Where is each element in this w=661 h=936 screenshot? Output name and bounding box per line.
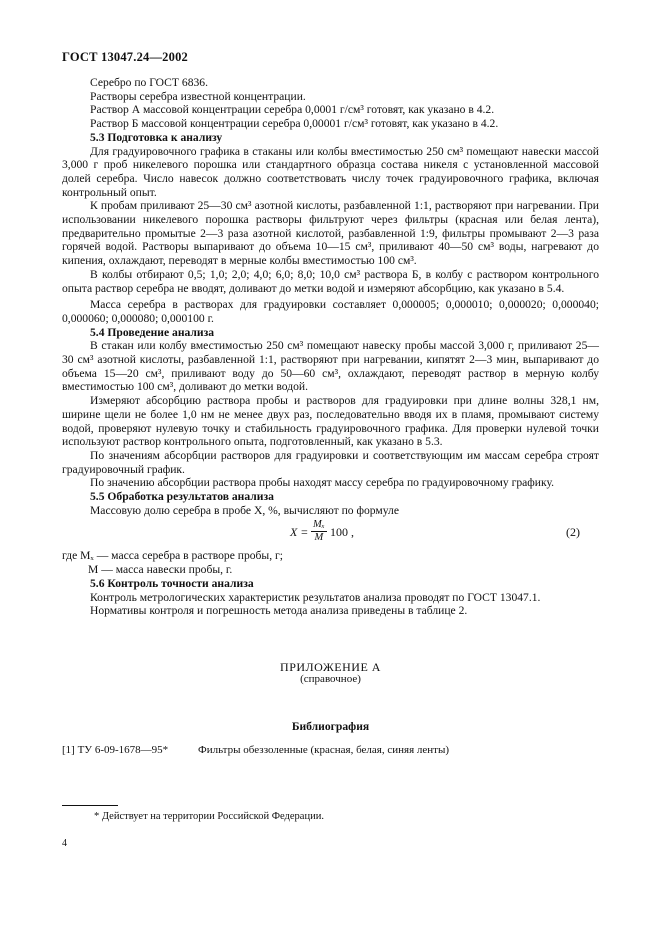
appendix-title: ПРИЛОЖЕНИЕ А [280, 660, 381, 674]
formula-2 [0, 519, 661, 549]
page-number: 4 [62, 838, 67, 849]
formula-factor: 100 , [330, 525, 354, 539]
paragraph: Для градуировочного графика в стаканы или колбы вместимостью 250 см³ помещают навески массой 3,000 г проб никелевого порошка или стандартного образца состава никеля с установленной массовой долей серебра. Число навесок должно соответствовать числу точек градуировочного графика, включая контрольный опыт. [62, 144, 599, 199]
section-heading-5-5: 5.5 Обработка результатов анализа [90, 490, 274, 504]
appendix-subtitle: (справочное) [300, 673, 361, 685]
paragraph: Раствор Б массовой концентрации серебра 0,00001 г/см³ готовят, как указано в 4.2. [90, 117, 499, 131]
paragraph: Растворы серебра известной концентрации. [90, 89, 306, 103]
bibliography-entry [62, 744, 450, 756]
formula-equals: = [301, 525, 308, 539]
paragraph: Серебро по ГОСТ 6836. [90, 76, 208, 89]
paragraph: В стакан или колбу вместимостью 250 см³ помещают навеску пробы массой 3,000 г, приливают 25—30 см³ азотной кислоты, разбавленной 1:1, растворяют при нагревании, кипятят 2—3 мин, выпаривают до объема 15—20 см³, приливают воду до 50—60 см³, охлаждают, переводят раствор в мерную колбу вместимостью 100 см³, доливают до метки водой. [62, 339, 599, 394]
formula-number: (2) [566, 525, 580, 539]
paragraph: К пробам приливают 25—30 см³ азотной кислоты, разбавленной 1:1, растворяют при нагревании. При использовании никелевого порошка растворы фильтруют через фильтры (красная или белая лента), предварительно промытые 2—3 раза азотной кислотой, разбавленной 1:9, фильтры промывают 2—3 раза горячей водой. Растворы выпаривают до объема 10—15 см³, приливают 40—50 см³ воды, нагревают до кипения, охлаждают, переводят в мерные колбы вместимостью 100 см³. [62, 199, 599, 268]
where-line-2: M — масса навески пробы, г. [88, 563, 233, 576]
where-line-1: где Mₓ — масса серебра в растворе пробы, г; [62, 549, 283, 562]
reference-title: Фильтры обеззоленные (красная, белая, синяя ленты) [198, 744, 450, 756]
section-heading-5-4: 5.4 Проведение анализа [90, 325, 215, 339]
paragraph: В колбы отбирают 0,5; 1,0; 2,0; 4,0; 6,0; 8,0; 10,0 см³ раствора Б, в колбу с раствором контрольного опыта раствор серебра не вводят, доливают до метки водой и измеряют абсорбцию, как указано в 5.4. [62, 267, 599, 295]
paragraph: Нормативы контроля и погрешность метода анализа приведены в таблице 2. [90, 604, 468, 618]
section-5-6 [62, 577, 599, 618]
reference-code: [1] ТУ 6-09-1678—95* [62, 744, 169, 756]
page-header: ГОСТ 13047.24—2002 [62, 50, 188, 64]
formula-numerator: Mₓ [313, 519, 325, 530]
bibliography-title: Библиография [291, 720, 370, 733]
paragraph: Масса серебра в растворах для градуировки составляет 0,000005; 0,000010; 0,000020; 0,000040; 0,000060; 0,000080; 0,000100 г. [62, 298, 599, 325]
paragraph: По значению абсорбции раствора пробы находят массу серебра по градуировочному графику. [90, 476, 555, 490]
body-text [62, 76, 599, 518]
footnote-rule [62, 805, 118, 806]
paragraph: Измеряют абсорбцию раствора пробы и растворов для градуировки при длине волны 328,1 нм, ширине щели не более 1,0 нм не менее двух раз, последовательно вводя их в пламя, промывают систему водой, проверяют нулевую точку и стабильность градуировочного графика. Для проверки нулевой точки используют раствор контрольного опыта, подготовленный, как указано в 5.3. [62, 394, 599, 449]
formula-denominator: M [314, 532, 324, 543]
section-heading-5-6: 5.6 Контроль точности анализа [90, 577, 254, 590]
paragraph: По значениям абсорбции растворов для градуировки и соответствующим им массам серебра строят градуировочный график. [62, 448, 599, 476]
paragraph: Массовую долю серебра в пробе X, %, вычисляют по формуле [90, 503, 399, 517]
footnote: * Действует на территории Российской Федерации. [94, 811, 324, 822]
paragraph: Раствор А массовой концентрации серебра 0,0001 г/см³ готовят, как указано в 4.2. [90, 103, 495, 117]
section-heading-5-3: 5.3 Подготовка к анализу [90, 130, 223, 144]
formula-fraction [311, 519, 327, 544]
formula-lhs: X [290, 525, 298, 539]
paragraph: Контроль метрологических характеристик результатов анализа проводят по ГОСТ 13047.1. [90, 590, 541, 604]
